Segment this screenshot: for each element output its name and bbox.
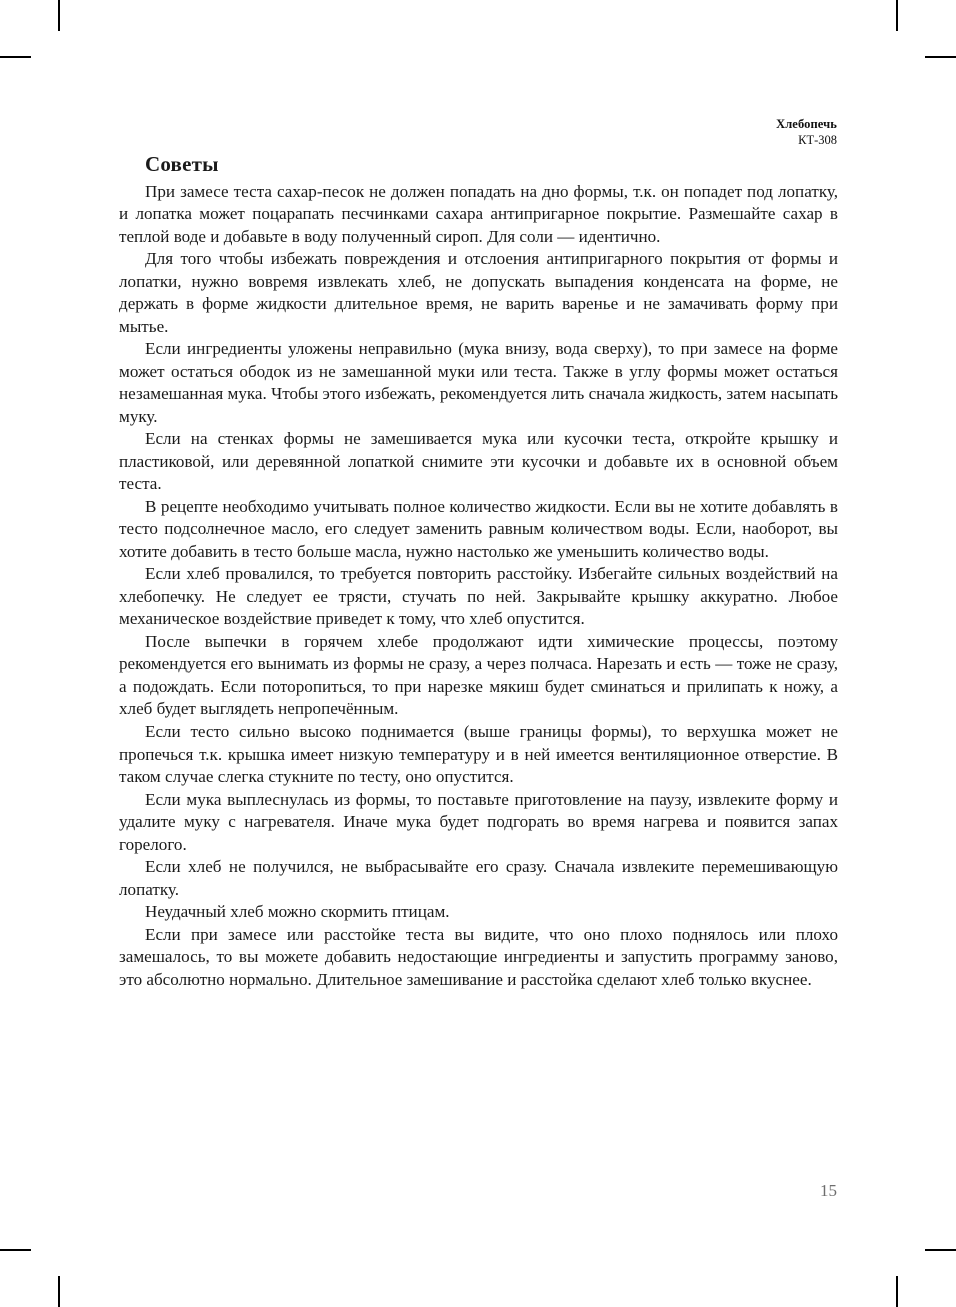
page-number: 15 — [820, 1181, 837, 1200]
body-paragraph: Если хлеб не получился, не выбрасывайте его сразу. Сначала извлеките перемешивающую лопатку. — [119, 857, 838, 899]
body-paragraph: Если ингредиенты уложены неправильно (мука внизу, вода сверху), то при замесе на форме может остаться ободок из не замешанной муки или теста. Также в углу формы может остаться незамешанная мука. Чтобы этого избежать, рекомендуется лить сначала жидкость, затем насыпать муку. — [119, 339, 838, 426]
body-paragraph: Если при замесе или расстойке теста вы видите, что оно плохо поднялось или плохо замешалось, то вы можете добавить недостающие ингредиенты и запустить программу заново, это абсолютно нормально. Длительное замешивание и расстойка сделают хлеб только вкуснее. — [119, 924, 838, 989]
running-head-brand: Хлебопечь — [776, 117, 837, 131]
crop-mark-top-right-horizontal — [925, 56, 956, 58]
crop-mark-top-left-vertical — [58, 0, 60, 31]
crop-mark-bottom-right-horizontal — [925, 1249, 956, 1251]
crop-mark-top-right-vertical — [896, 0, 898, 31]
body-paragraph: Для того чтобы избежать повреждения и отслоения антипригарного покрытия от формы и лопатки, нужно вовремя извлекать хлеб, не допускать выпадения конденсата на форме, не держать в форме жидкости длительное время, не варить варенье и не замачивать форму при мытье. — [119, 249, 838, 336]
running-head — [776, 117, 837, 148]
body-paragraph: Если мука выплеснулась из формы, то поставьте приготовление на паузу, извлеките форму и удалите муку с нагревателя. Иначе мука будет подгорать во время нагрева и появится запах горелого. — [119, 789, 838, 854]
body-paragraph: Если хлеб провалился, то требуется повторить расстойку. Избегайте сильных воздействий на хлебопечку. Не следует ее трясти, стучать по ней. Закрывайте крышку аккуратно. Любое механическое воздействие приведет к тому, что хлеб опустится. — [119, 564, 838, 629]
text-column — [119, 152, 838, 991]
crop-mark-bottom-right-vertical — [896, 1276, 898, 1307]
body-paragraph: В рецепте необходимо учитывать полное количество жидкости. Если вы не хотите добавлять в тесто подсолнечное масло, его следует заменить равным количеством воды. Если, наоборот, вы хотите добавить в тесто больше масла, нужно настолько же уменьшить количество воды. — [119, 496, 838, 561]
crop-mark-bottom-left-vertical — [58, 1276, 60, 1307]
body-paragraph: Если на стенках формы не замешивается мука или кусочки теста, откройте крышку и пластиковой, или деревянной лопаткой снимите эти кусочки и добавьте их в основной объем теста. — [119, 429, 838, 494]
page-title: Советы — [145, 152, 219, 176]
body-paragraph: При замесе теста сахар-песок не должен попадать на дно формы, т.к. он попадет под лопатку, и лопатка может поцарапать песчинками сахара антипригарное покрытие. Размешайте сахар в теплой воде и добавьте в воду полученный сироп. Для соли — идентично. — [119, 181, 838, 246]
crop-mark-top-left-horizontal — [0, 56, 31, 58]
body-paragraph: Если тесто сильно высоко поднимается (выше границы формы), то верхушка может не пропечься т.к. крышка имеет низкую температуру и в ней имеется вентиляционное отверстие. В таком случае слегка стукните по тесту, оно опустится. — [119, 721, 838, 787]
running-head-model: КТ-308 — [798, 132, 837, 147]
body-paragraph: Неудачный хлеб можно скормить птицам. — [145, 902, 450, 922]
crop-mark-bottom-left-horizontal — [0, 1249, 31, 1251]
body-paragraph: После выпечки в горячем хлебе продолжают идти химические процессы, поэтому рекомендуется его вынимать из формы не сразу, а через полчаса. Нарезать и есть — тоже не сразу, а подождать. Если поторопиться, то при нарезке мякиш будет сминаться и прилипать к ножу, а хлеб будет выглядеть непропечённым. — [119, 631, 838, 719]
